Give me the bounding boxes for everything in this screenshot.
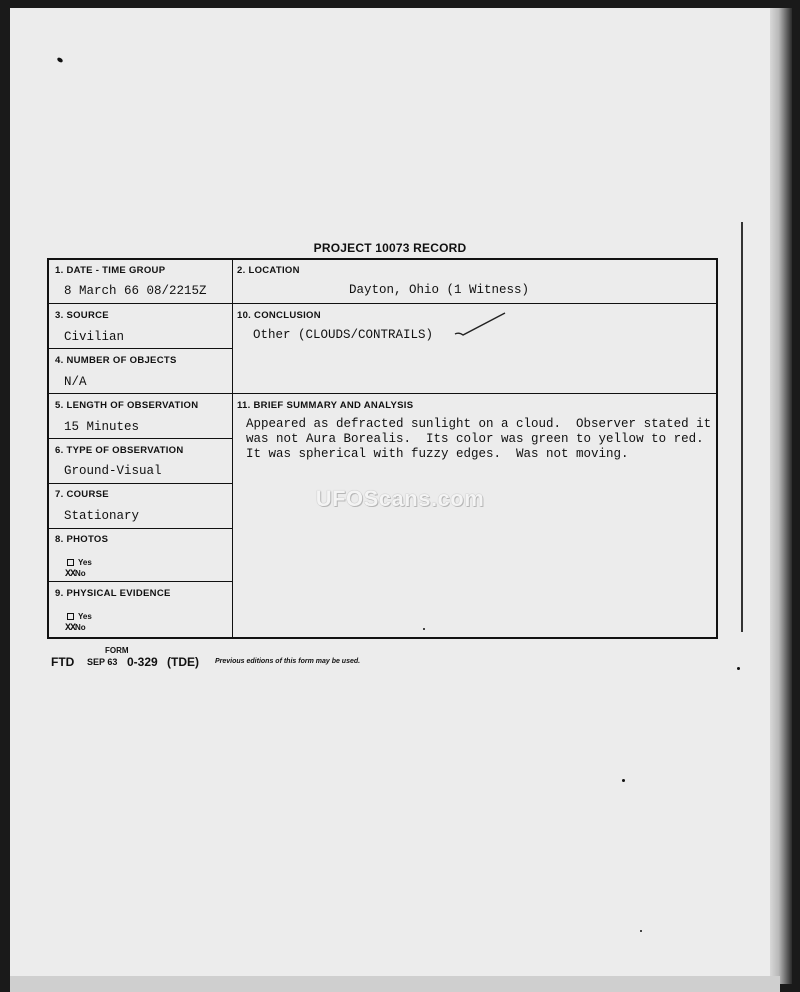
conclusion-label: 10. CONCLUSION <box>237 310 321 321</box>
summary-label: 11. BRIEF SUMMARY AND ANALYSIS <box>237 400 414 411</box>
handwritten-check-mark <box>453 310 509 338</box>
location-value: Dayton, Ohio (1 Witness) <box>349 283 530 297</box>
physical-evidence-label: 9. PHYSICAL EVIDENCE <box>55 588 171 599</box>
length-of-observation-label: 5. LENGTH OF OBSERVATION <box>55 400 199 411</box>
scan-speck <box>640 930 642 932</box>
type-of-observation-label: 6. TYPE OF OBSERVATION <box>55 445 184 456</box>
scan-speck <box>737 667 740 670</box>
row-divider <box>49 348 232 349</box>
photos-no-label: No <box>75 569 86 578</box>
conclusion-value: Other (CLOUDS/CONTRAILS) <box>253 328 434 342</box>
photos-yes-label: Yes <box>78 558 92 567</box>
course-label: 7. COURSE <box>55 489 109 500</box>
page-bottom-strip <box>10 976 780 992</box>
record-form <box>47 258 718 639</box>
physical-evidence-yes-option <box>67 612 92 621</box>
checkbox-icon <box>67 613 74 620</box>
summary-line: It was spherical with fuzzy edges. Was not moving. <box>246 447 629 461</box>
source-value: Civilian <box>64 330 125 344</box>
footer-tde: (TDE) <box>167 655 199 669</box>
date-time-group-label: 1. DATE - TIME GROUP <box>55 265 166 276</box>
scan-edge-line <box>741 222 743 632</box>
row-divider <box>49 303 716 304</box>
footer-date: SEP 63 <box>87 657 118 667</box>
photos-no-mark: XX <box>65 569 76 580</box>
summary-line: was not Aura Borealis. Its color was green to yellow to red. <box>246 432 704 446</box>
row-divider <box>49 438 232 439</box>
checkbox-icon <box>67 559 74 566</box>
physical-evidence-no-label: No <box>75 623 86 632</box>
row-divider <box>49 528 232 529</box>
number-of-objects-label: 4. NUMBER OF OBJECTS <box>55 355 177 366</box>
course-value: Stationary <box>64 509 140 523</box>
physical-evidence-yes-label: Yes <box>78 612 92 621</box>
physical-evidence-no-mark: XX <box>65 623 76 634</box>
summary-line: Appeared as defracted sunlight on a cloud. Observer stated it <box>246 417 712 431</box>
number-of-objects-value: N/A <box>64 375 87 389</box>
column-divider <box>232 260 233 637</box>
form-title: PROJECT 10073 RECORD <box>313 241 467 255</box>
source-label: 3. SOURCE <box>55 310 109 321</box>
page-edge-shadow <box>770 8 792 984</box>
type-of-observation-value: Ground-Visual <box>64 464 162 478</box>
row-divider <box>49 483 232 484</box>
summary-text <box>246 417 711 462</box>
footer-form-number: 0-329 <box>127 655 158 669</box>
location-label: 2. LOCATION <box>237 265 300 276</box>
photos-no-option <box>65 569 86 580</box>
photos-yes-option <box>67 558 92 567</box>
footer-form-word: FORM <box>105 646 129 655</box>
scan-speck <box>622 779 625 782</box>
footer-note: Previous editions of this form may be used. <box>215 658 361 665</box>
date-time-group-value: 8 March 66 08/2215Z <box>64 284 207 298</box>
row-divider <box>49 581 232 582</box>
photos-label: 8. PHOTOS <box>55 534 109 545</box>
watermark: UFOScans.com <box>315 486 485 511</box>
row-divider <box>49 393 716 394</box>
physical-evidence-no-option <box>65 623 86 634</box>
length-of-observation-value: 15 Minutes <box>64 420 140 434</box>
footer-ftd: FTD <box>51 655 75 669</box>
